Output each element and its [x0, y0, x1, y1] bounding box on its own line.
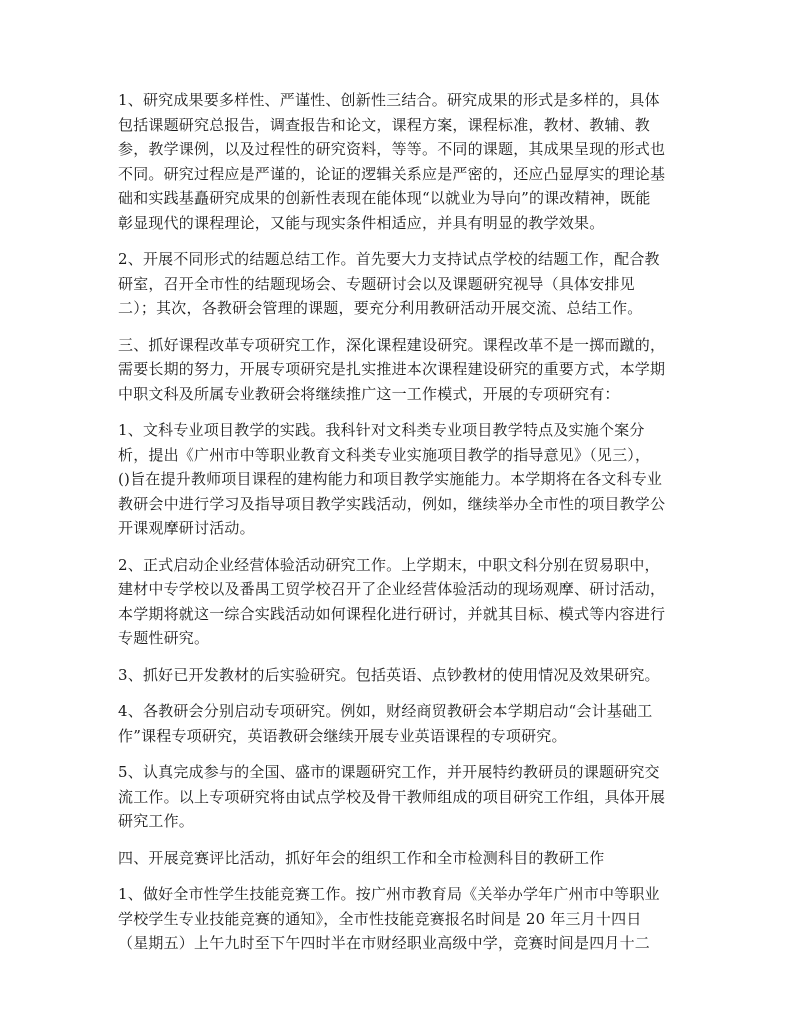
text-line: 2、开展不同形式的结题总结工作。首先要大力支持试点学校的结题工作，配合教 — [118, 250, 660, 268]
paragraph — [118, 418, 684, 541]
paragraph — [118, 247, 684, 321]
text-line: 1、研究成果要多样性、严谨性、创新性三结合。研究成果的形式是多样的，具体 — [118, 91, 660, 109]
text-line: 三、抓好课程改革专项研究工作，深化课程建设研究。课程改革不是一掷而蹴的， — [118, 335, 666, 354]
text-line: 2、正式启动企业经营体验活动研究工作。上学期末，中职文科分别在贸易职中， — [118, 555, 660, 574]
paragraph — [118, 699, 684, 748]
paragraph — [118, 882, 684, 956]
text-line: 学校学生专业技能竞赛的通知》，全市性技能竞赛报名时间是 20 年三月十四日 — [118, 909, 642, 928]
text-line: 教研会中进行学习及指导项目教学实践活动，例如，继续举办全市性的项目教学公 — [118, 494, 666, 513]
text-line: 研室，召开全市性的结题现场会、专题研讨会以及课题研究视导（具体安排见 — [118, 274, 635, 293]
paragraph — [118, 846, 684, 871]
text-line: 5、认真完成参与的全国、盛市的课题研究工作，并开展特约教研员的课题研究交 — [118, 763, 660, 781]
paragraph — [118, 663, 684, 688]
text-line: 1、做好全市性学生技能竞赛工作。按广州市教育局《关举办学年广州市中等职业 — [118, 885, 660, 903]
text-line: 作”课程专项研究，英语教研会继续开展专业英语课程的专项研究。 — [118, 726, 567, 745]
text-line: 二）；其次，各教研会管理的课题，要充分利用教研活动开展交流、总结工作。 — [118, 299, 643, 317]
paragraph — [118, 553, 684, 651]
text-line: 需要长期的努力，开展专项研究是扎实推进本次课程建设研究的重要方式，本学期 — [118, 360, 666, 378]
paragraph — [118, 760, 684, 834]
text-line: 彰显现代的课程理论，又能与现实条件相适应，并具有明显的教学效果。 — [118, 213, 605, 232]
text-line: 流工作。以上专项研究将由试点学校及骨干教师组成的项目研究工作组，具体开展 — [118, 787, 666, 806]
text-line: 专题性研究。 — [118, 629, 210, 647]
text-line: 4、各教研会分别启动专项研究。例如，财经商贸教研会本学期启动“会计基础工 — [118, 702, 653, 720]
text-line: 建材中专学校以及番禺工贸学校召开了企业经营体验活动的现场观摩、研讨活动， — [118, 580, 666, 598]
text-line: 础和实践基矗研究成果的创新性表现在能体现“以就业为导向”的课改精神，既能 — [118, 189, 651, 207]
text-line: 3、抓好已开发教材的后实验研究。包括英语、点钞教材的使用情况及效果研究。 — [118, 665, 660, 684]
text-line: 不同。研究过程应是严谨的，论证的逻辑关系应是严密的，还应凸显厚实的理论基 — [118, 164, 666, 183]
paragraph — [118, 88, 684, 235]
text-line: 1、文科专业项目教学的实践。我科针对文科类专业项目教学特点及实施个案分 — [118, 421, 645, 439]
text-line: 参，教学课例，以及过程性的研究资料，等等。不同的课题，其成果呈现的形式也 — [118, 140, 666, 158]
text-line: 四、开展竞赛评比活动，抓好年会的组织工作和全市检测科目的教研工作 — [118, 848, 605, 867]
paragraph — [118, 333, 684, 407]
text-line: 中职文科及所属专业教研会将继续推广这一工作模式，开展的专项研究有： — [118, 384, 620, 403]
text-line: 研究工作。 — [118, 812, 195, 830]
document-body — [118, 88, 684, 968]
text-line: 本学期将就这一综合实践活动如何课程化进行研讨，并就其目标、模式等内容进行 — [118, 604, 666, 623]
text-line: 开课观摩研讨活动。 — [118, 519, 255, 537]
text-line: 包括课题研究总报告，调查报告和论文，课程方案，课程标准，教材、教辅、教 — [118, 115, 651, 134]
text-line: 析，提出《广州市中等职业教育文科类专业实施项目教学的指导意见》（见三）， — [118, 445, 651, 464]
text-line: （星期五）上午九时至下午四时半在市财经职业高级中学，竞赛时间是四月十二 — [118, 934, 651, 952]
text-line: ()旨在提升教师项目课程的建构能力和项目教学实施能力。本学期将在各文科专业 — [118, 470, 663, 488]
